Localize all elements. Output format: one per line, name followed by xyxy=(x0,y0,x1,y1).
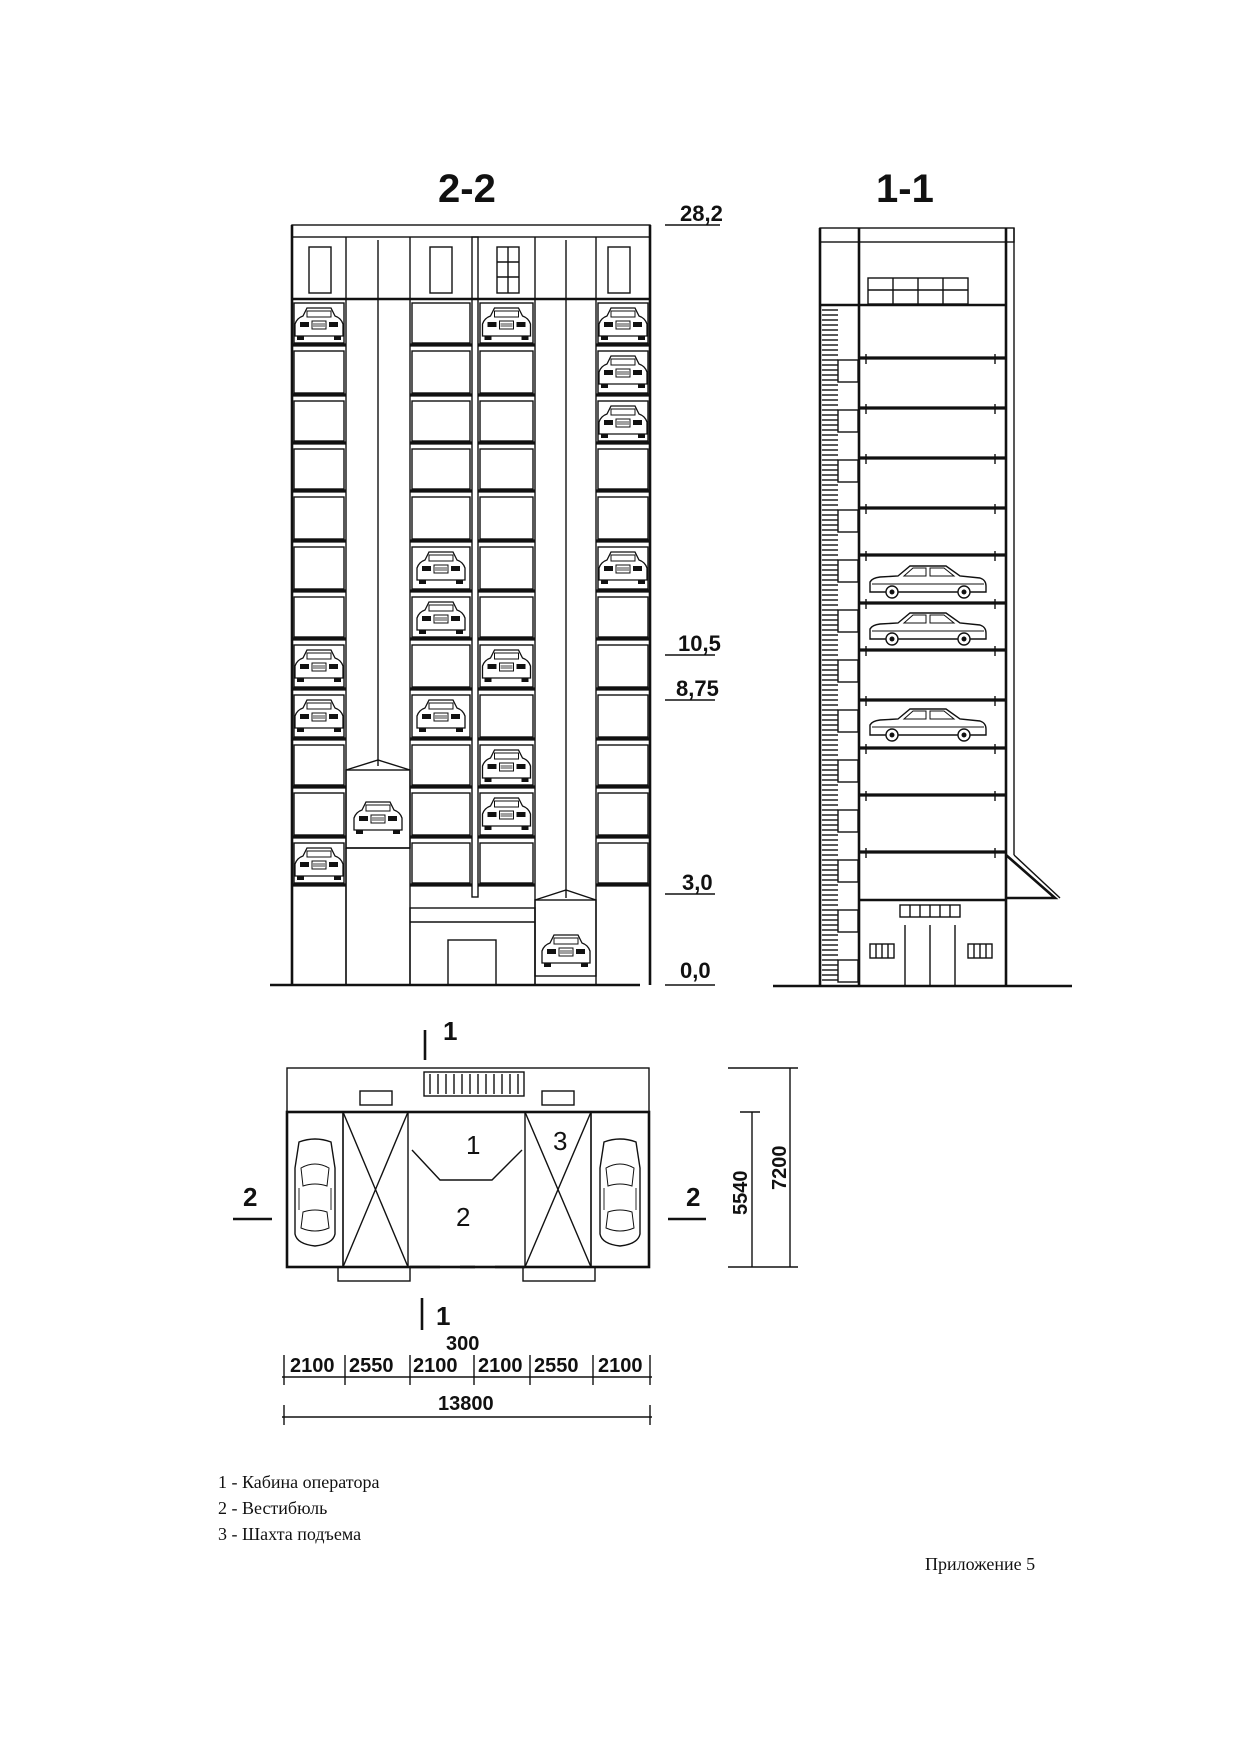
car-side-2 xyxy=(870,613,986,645)
storage-cells-left xyxy=(292,303,402,885)
svg-text:1: 1 xyxy=(436,1301,451,1331)
car-front xyxy=(295,308,343,340)
svg-text:3,0: 3,0 xyxy=(682,870,713,895)
stair-shaft xyxy=(822,310,858,982)
car-front xyxy=(295,848,343,880)
car-front xyxy=(599,356,647,388)
plan-entrance-band xyxy=(287,1068,649,1112)
svg-text:28,2: 28,2 xyxy=(680,201,723,226)
car-front xyxy=(417,700,465,732)
car-side-3 xyxy=(870,709,986,741)
car-front xyxy=(483,650,531,682)
storage-cell xyxy=(480,351,533,393)
window-top-1 xyxy=(309,247,331,293)
dim-width-1: 2100 xyxy=(290,1355,335,1377)
parking-floors-1-1 xyxy=(859,354,1006,858)
svg-text:0,0: 0,0 xyxy=(680,958,711,983)
storage-cell xyxy=(598,745,648,785)
storage-cell xyxy=(480,695,533,737)
section-2-2 xyxy=(270,167,723,985)
floor-plan xyxy=(233,1016,798,1425)
storage-cell xyxy=(598,497,648,539)
storage-cell xyxy=(598,843,648,883)
svg-text:2: 2 xyxy=(686,1182,701,1212)
car-top-right xyxy=(600,1139,640,1246)
storage-cell xyxy=(480,597,533,637)
appendix-label: Приложение 5 xyxy=(925,1554,1036,1574)
storage-cell xyxy=(480,547,533,589)
storage-cell xyxy=(598,597,648,637)
plan-grille-left xyxy=(360,1091,392,1105)
section-1-1-title: 1-1 xyxy=(876,167,934,211)
level-mark-3-0 xyxy=(665,870,715,895)
storage-cell xyxy=(412,351,470,393)
car-front xyxy=(483,798,531,830)
storage-cell xyxy=(412,497,470,539)
legend-item-lift-shaft: 3 - Шахта подъема xyxy=(218,1524,362,1544)
room-2-label: 2 xyxy=(456,1202,471,1232)
legend xyxy=(218,1469,379,1547)
car-front xyxy=(483,750,531,782)
room-1-label: 1 xyxy=(466,1130,481,1160)
section-2-2-title: 2-2 xyxy=(438,167,496,211)
car-in-lift-right xyxy=(542,935,590,967)
storage-cell xyxy=(598,449,648,489)
dim-width-6: 2100 xyxy=(598,1355,643,1377)
storage-cell xyxy=(294,449,344,489)
car-front xyxy=(417,552,465,584)
storage-cell xyxy=(598,645,648,687)
svg-text:1: 1 xyxy=(443,1016,458,1046)
storage-cell xyxy=(294,547,344,589)
storage-cell xyxy=(294,351,344,393)
car-front xyxy=(599,406,647,438)
svg-text:10,5: 10,5 xyxy=(678,631,721,656)
car-top-left xyxy=(295,1139,335,1246)
storage-cell xyxy=(598,793,648,835)
svg-text:8,75: 8,75 xyxy=(676,676,719,701)
entrance-canopy xyxy=(1006,855,1055,898)
car-front xyxy=(295,650,343,682)
level-mark-10-5 xyxy=(665,631,721,656)
storage-cell xyxy=(294,401,344,441)
svg-text:2: 2 xyxy=(243,1182,258,1212)
storage-cell xyxy=(294,497,344,539)
dim-300: 300 xyxy=(446,1333,480,1355)
entrance-door xyxy=(448,940,496,985)
plan-stair xyxy=(424,1072,524,1096)
car-front xyxy=(599,552,647,584)
dim-7200: 7200 xyxy=(769,1145,791,1190)
level-mark-8-75 xyxy=(665,676,719,701)
storage-cell xyxy=(480,401,533,441)
storage-cell xyxy=(480,449,533,489)
car-front xyxy=(483,308,531,340)
storage-cell xyxy=(294,745,344,785)
storage-cell xyxy=(480,497,533,539)
room-3-label: 3 xyxy=(553,1126,568,1156)
car-front xyxy=(295,700,343,732)
car-in-lift-left xyxy=(354,802,402,834)
section-1-1 xyxy=(773,167,1072,986)
car-front xyxy=(599,308,647,340)
storage-cell xyxy=(412,401,470,441)
storage-cell xyxy=(480,843,533,883)
storage-cell xyxy=(294,597,344,637)
central-column xyxy=(472,237,478,897)
storage-cell xyxy=(412,303,470,343)
dim-5540: 5540 xyxy=(730,1170,752,1215)
legend-item-vestibule: 2 - Вестибюль xyxy=(218,1498,328,1518)
entrance-block xyxy=(410,908,535,985)
storage-cell xyxy=(412,843,470,883)
dim-width-3: 2100 xyxy=(413,1355,458,1377)
dim-width-2: 2550 xyxy=(349,1355,394,1377)
window-top-4 xyxy=(608,247,630,293)
car-side-1 xyxy=(870,566,986,598)
storage-cell xyxy=(412,793,470,835)
level-mark-0-0 xyxy=(665,958,715,985)
car-front xyxy=(417,602,465,634)
storage-cell xyxy=(412,645,470,687)
dim-width-5: 2550 xyxy=(534,1355,579,1377)
storage-cell xyxy=(294,793,344,835)
roof-band xyxy=(292,225,650,237)
storage-cell xyxy=(412,745,470,785)
roof-1-1 xyxy=(820,228,1014,242)
plan-grille-right xyxy=(542,1091,574,1105)
level-mark-28-2 xyxy=(665,201,723,226)
storage-cell xyxy=(598,695,648,737)
window-top-2 xyxy=(430,247,452,293)
dim-total: 13800 xyxy=(438,1393,494,1415)
dim-width-4: 2100 xyxy=(478,1355,523,1377)
storage-cell xyxy=(412,449,470,489)
legend-item-operator-cabin: 1 - Кабина оператора xyxy=(218,1472,380,1492)
